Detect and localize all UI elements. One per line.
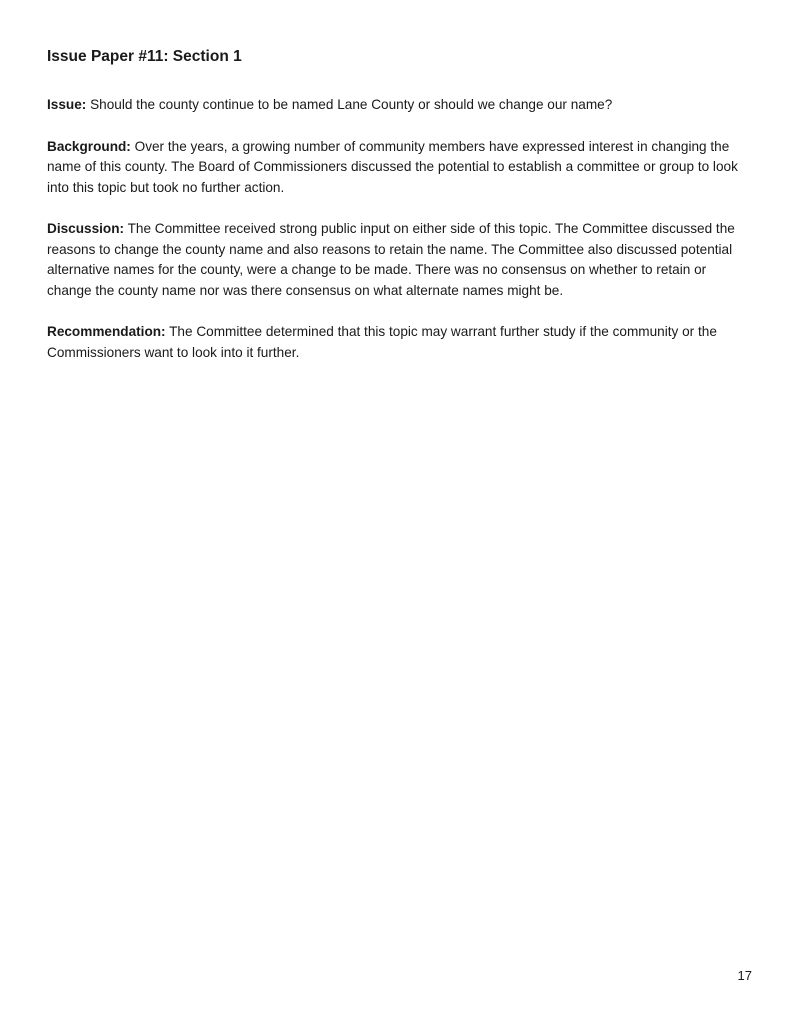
discussion-paragraph <box>47 219 753 301</box>
page-number: 17 <box>737 968 752 983</box>
issue-label: Issue: <box>47 97 87 112</box>
recommendation-text: The Committee determined that this topic may warrant further study if the community or the Commissioners want to look into it further. <box>47 324 717 360</box>
recommendation-label: Recommendation: <box>47 324 166 339</box>
background-label: Background: <box>47 138 131 154</box>
background-text: Over the years, a growing number of community members have expressed interest in changing the name of this county. The Board of Commissioners discussed the potential to establish a committee or group to look into this topic but took no further action. <box>47 138 738 195</box>
discussion-label: Discussion: <box>47 221 125 236</box>
discussion-text: The Committee received strong public input on either side of this topic. The Committee discussed the reasons to change the county name and also reasons to retain the name. The Committee also discussed potential alternative names for the county, were a change to be made. There was no consensus on whether to retain or change the county name nor was there consensus on what alternate names might be. <box>47 221 735 298</box>
page-title: Issue Paper #11: Section 1 <box>47 48 242 65</box>
issue-paragraph <box>47 95 753 116</box>
background-paragraph <box>47 137 753 199</box>
issue-text: Should the county continue to be named Lane County or should we change our name? <box>90 97 613 112</box>
recommendation-paragraph <box>47 322 753 363</box>
